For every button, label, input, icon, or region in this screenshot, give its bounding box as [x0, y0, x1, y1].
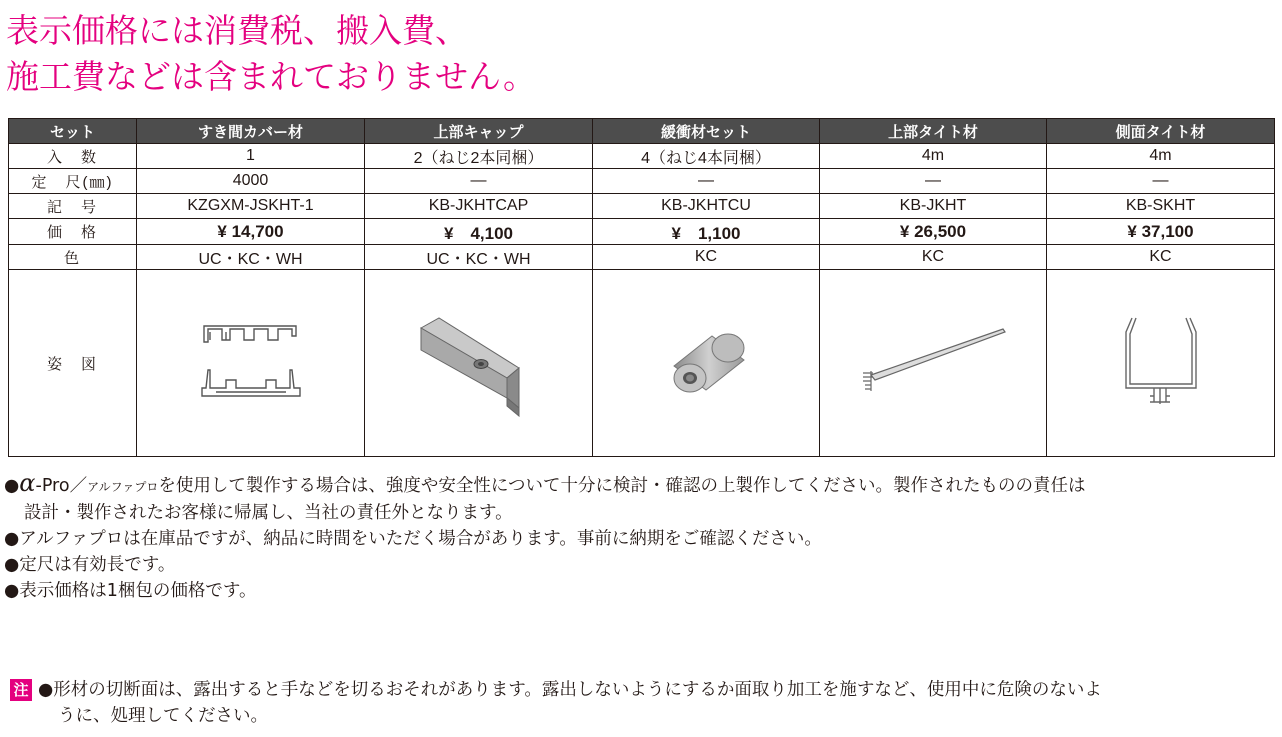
note-4: ●表示価格は1梱包の価格です。 — [4, 581, 257, 601]
header-col-1: すき間カバー材 — [137, 119, 365, 144]
table-cell: KB-JKHTCU — [593, 194, 820, 219]
table-cell: — — [365, 169, 593, 194]
headline-line-2: 施工費などは含まれておりません。 — [6, 57, 536, 96]
note-2: ●アルファプロは在庫品ですが、納品に時間をいただく場合があります。事前に納期をご確認ください。 — [4, 529, 822, 549]
table-cell: KB-SKHT — [1047, 194, 1275, 219]
table-cell: 4m — [820, 144, 1047, 169]
note-1-rest: を使用して製作する場合は、強度や安全性について十分に検討・確認の上製作してください。製作されたものの責任は — [158, 476, 1086, 496]
table-cell: KB-JKHT — [820, 194, 1047, 219]
table-row — [9, 219, 1275, 245]
table-cell: KC — [593, 245, 820, 270]
header-col-3: 緩衝材セット — [593, 119, 820, 144]
top-tight-strip-icon — [853, 323, 1013, 403]
table-row — [9, 245, 1275, 270]
table-cell: 4000 — [137, 169, 365, 194]
note-3: ●定尺は有効長です。 — [4, 555, 176, 575]
table-row — [9, 169, 1275, 194]
table-cell: KC — [1047, 245, 1275, 270]
headline — [6, 8, 536, 100]
figure-cell — [593, 270, 820, 457]
caution-badge: 注 — [10, 679, 32, 701]
table-cell: KC — [820, 245, 1047, 270]
row-label-code: 記 号 — [9, 194, 137, 219]
price-cell: ¥ 14,700 — [137, 219, 365, 245]
table-cell: 4（ねじ4本同梱） — [593, 144, 820, 169]
table-cell: 1 — [137, 144, 365, 169]
table-cell: 4m — [1047, 144, 1275, 169]
row-label-figure: 姿 図 — [9, 270, 137, 457]
caution-line-1: ●形材の切断面は、露出すると手などを切るおそれがあります。露出しないようにするか面取り加工を施すなど、使用中に危険のないよ — [38, 680, 1102, 700]
price-cell: ¥ 26,500 — [820, 219, 1047, 245]
header-col-5: 側面タイト材 — [1047, 119, 1275, 144]
note-1 — [4, 470, 1280, 500]
price-cell: ¥ 1,100 — [593, 219, 820, 245]
row-label-length: 定 尺(㎜) — [9, 169, 137, 194]
table-cell: KB-JKHTCAP — [365, 194, 593, 219]
top-cap-icon — [409, 308, 549, 418]
row-label-color: 色 — [9, 245, 137, 270]
figure-row — [9, 270, 1275, 457]
table-cell: — — [593, 169, 820, 194]
table-row — [9, 144, 1275, 169]
row-label-quantity: 入 数 — [9, 144, 137, 169]
alpha-symbol: α — [19, 469, 36, 497]
table-cell: — — [820, 169, 1047, 194]
table-cell: — — [1047, 169, 1275, 194]
table-header-row — [9, 119, 1275, 144]
figure-cell — [365, 270, 593, 457]
table-cell: KZGXM-JSKHT-1 — [137, 194, 365, 219]
figure-cell — [137, 270, 365, 457]
note-1-pro: -Pro／ — [35, 476, 88, 496]
row-label-price: 価 格 — [9, 219, 137, 245]
price-cell: ¥ 4,100 — [365, 219, 593, 245]
figure-cell — [820, 270, 1047, 457]
header-set: セット — [9, 119, 137, 144]
figure-cell — [1047, 270, 1275, 457]
side-tight-strip-icon — [1116, 308, 1206, 418]
note-1-line-2: 設計・製作されたお客様に帰属し、当社の責任外となります。 — [24, 503, 513, 523]
price-cell: ¥ 37,100 — [1047, 219, 1275, 245]
spec-table — [8, 118, 1275, 457]
header-col-4: 上部タイト材 — [820, 119, 1047, 144]
table-cell: UC・KC・WH — [365, 245, 593, 270]
table-cell: UC・KC・WH — [137, 245, 365, 270]
table-cell: 2（ねじ2本同梱） — [365, 144, 593, 169]
table-row — [9, 194, 1275, 219]
headline-line-1: 表示価格には消費税、搬入費、 — [6, 11, 468, 50]
header-col-2: 上部キャップ — [365, 119, 593, 144]
note-1-small: アルファプロ — [87, 480, 159, 494]
caution-line-2: うに、処理してください。 — [58, 706, 268, 726]
notes-section — [4, 470, 1280, 604]
cushion-set-icon — [656, 318, 756, 408]
gap-cover-profile-icon — [196, 318, 306, 408]
note-1-bullet: ● — [4, 476, 20, 496]
